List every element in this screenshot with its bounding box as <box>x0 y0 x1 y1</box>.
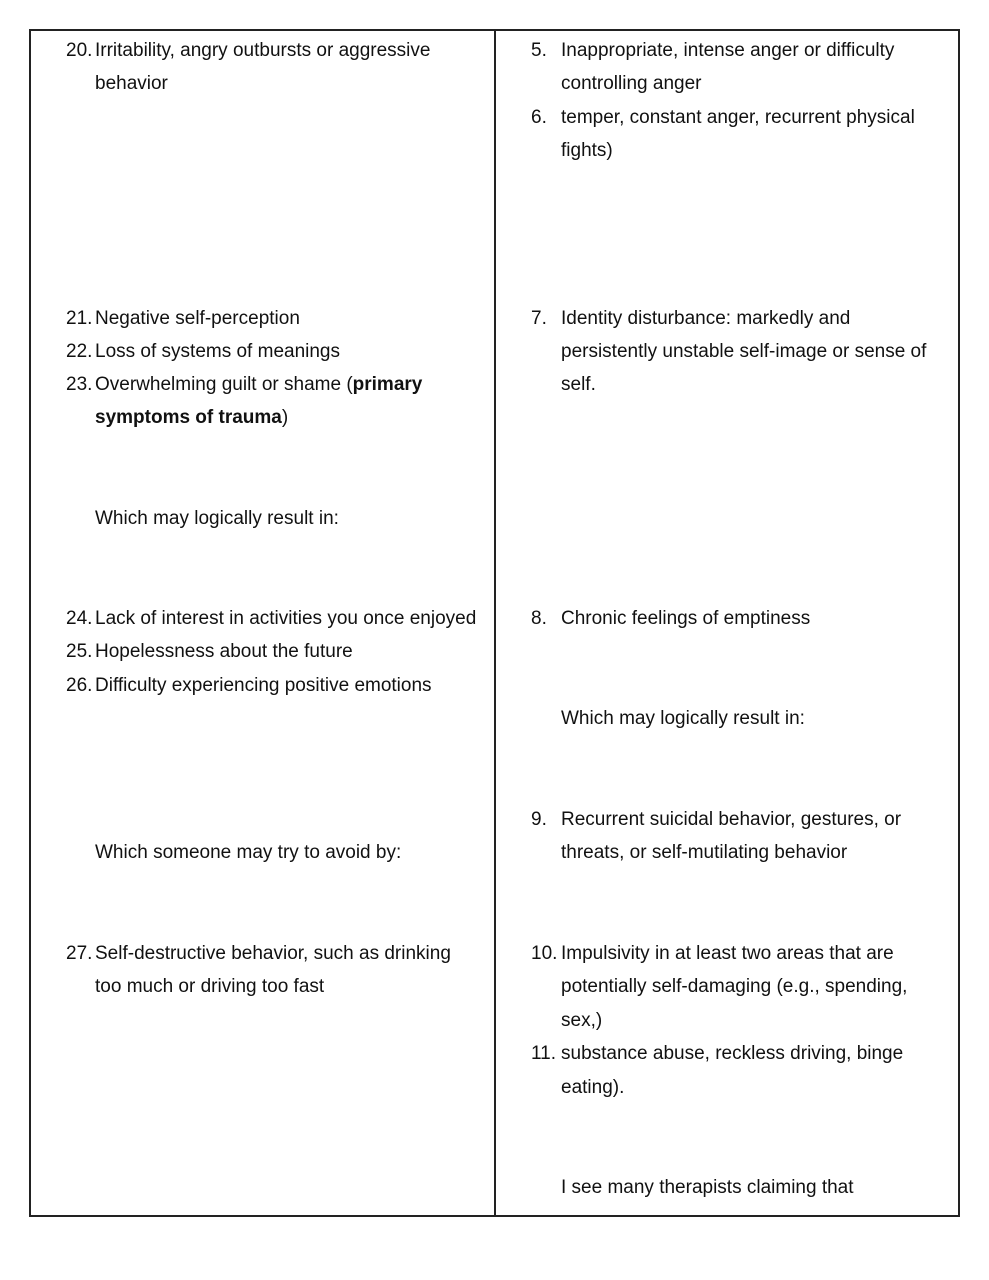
item-27-text: Self-destructive behavior, such as drinking <box>95 943 451 964</box>
item-22-text: Loss of systems of meanings <box>95 341 340 362</box>
item-25-number: 25. <box>66 641 93 662</box>
item-23-number: 23. <box>66 374 93 395</box>
item-7-text-cont: persistently unstable self-image or sense of <box>561 341 927 362</box>
item-23-text-cont <box>95 407 288 429</box>
item-24-text: Lack of interest in activities you once enjoyed <box>95 608 477 629</box>
item-6-text: temper, constant anger, recurrent physical <box>561 107 915 128</box>
item-21-text: Negative self-perception <box>95 308 300 329</box>
item-10-number: 10. <box>531 943 558 964</box>
right-transition-result: Which may logically result in: <box>561 708 805 729</box>
item-23-text-bold: primary <box>352 374 423 395</box>
item-9-text: Recurrent suicidal behavior, gestures, or <box>561 809 902 830</box>
item-10-text: Impulsivity in at least two areas that are <box>561 943 894 964</box>
left-transition-avoid: Which someone may try to avoid by: <box>95 842 402 863</box>
item-9-number: 9. <box>531 809 547 830</box>
item-10-text-cont: potentially self-damaging (e.g., spending, <box>561 976 908 997</box>
item-24-number: 24. <box>66 608 93 629</box>
item-10-text-end: sex,) <box>561 1010 603 1031</box>
item-7-text: Identity disturbance: markedly and <box>561 308 851 329</box>
item-23-text <box>95 374 422 396</box>
item-26-number: 26. <box>66 675 93 696</box>
item-6-text-cont: fights) <box>561 140 613 161</box>
item-22-number: 22. <box>66 341 93 362</box>
item-23-text-plain: Overwhelming guilt or shame ( <box>95 374 353 395</box>
item-6-number: 6. <box>531 107 547 128</box>
item-27-number: 27. <box>66 943 93 964</box>
item-7-text-end: self. <box>561 374 596 395</box>
closing-text: I see many therapists claiming that <box>561 1177 854 1198</box>
item-20-text: Irritability, angry outbursts or aggressive <box>95 40 431 61</box>
item-5-number: 5. <box>531 40 547 61</box>
item-20-text-cont: behavior <box>95 73 168 94</box>
item-8-number: 8. <box>531 608 547 629</box>
item-9-text-cont: threats, or self-mutilating behavior <box>561 842 848 863</box>
item-5-text-cont: controlling anger <box>561 73 702 94</box>
item-21-number: 21. <box>66 308 93 329</box>
item-11-text: substance abuse, reckless driving, binge <box>561 1043 904 1064</box>
item-11-text-cont: eating). <box>561 1077 625 1098</box>
item-7-number: 7. <box>531 308 547 329</box>
item-23-text-close: ) <box>281 407 289 428</box>
item-5-text: Inappropriate, intense anger or difficulty <box>561 40 895 61</box>
item-25-text: Hopelessness about the future <box>95 641 353 662</box>
column-divider <box>494 29 496 1217</box>
item-11-number: 11. <box>531 1043 557 1064</box>
item-20-number: 20. <box>66 40 93 61</box>
item-27-text-cont: too much or driving too fast <box>95 976 325 997</box>
item-26-text: Difficulty experiencing positive emotions <box>95 675 432 696</box>
item-8-text: Chronic feelings of emptiness <box>561 608 811 629</box>
item-23-text-bold-cont: symptoms of trauma <box>95 407 282 428</box>
left-transition-result: Which may logically result in: <box>95 508 339 529</box>
